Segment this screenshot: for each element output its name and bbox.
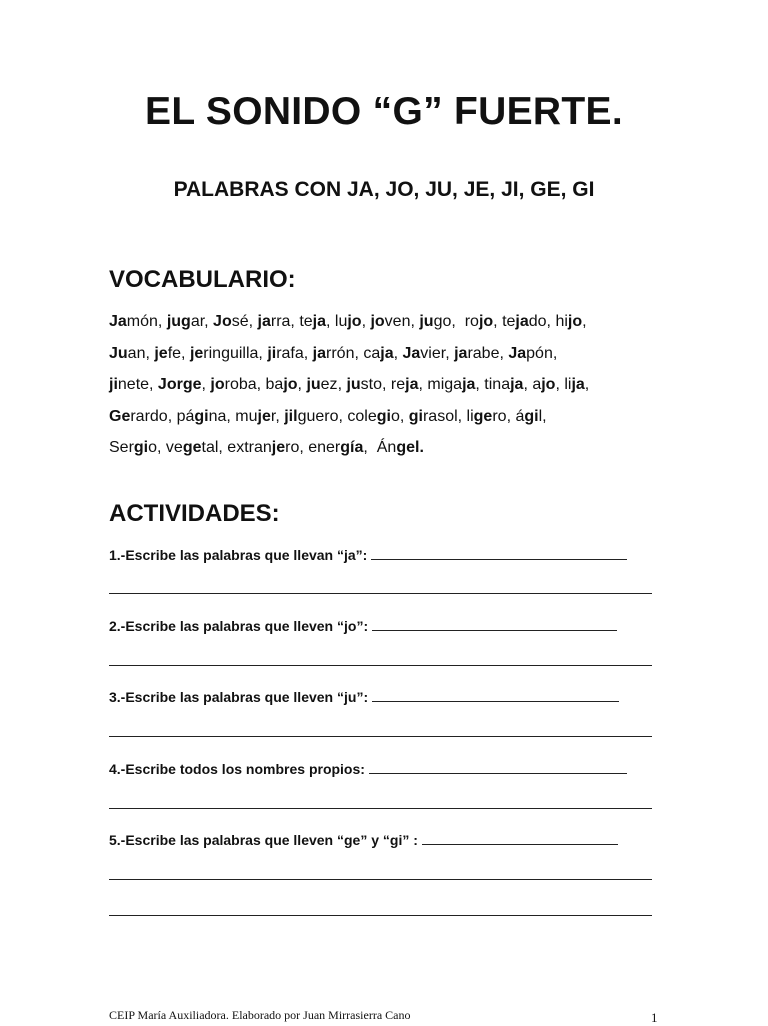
highlighted-syllable: ja [510,376,524,393]
highlighted-syllable: Jorge [157,376,202,393]
vocabulary-word [391,376,419,393]
vocabulary-word [370,313,410,330]
highlighted-syllable: ja [257,313,271,330]
word-separator: , [445,344,455,362]
word-separator: , [546,313,556,330]
word-fragment: sé [231,313,249,330]
highlighted-syllable: ju [346,376,361,393]
vocabulary-word [306,376,337,393]
word-fragment: pá [176,407,195,425]
word-fragment: rasol [422,407,458,425]
word-fragment: rra [270,313,291,330]
word-fragment: á [515,407,525,425]
word-separator: , [542,407,547,425]
word-fragment: lu [334,313,348,330]
activity-4-answer-blank[interactable] [369,759,627,774]
word-fragment: tina [484,376,511,393]
word-separator: , [451,313,465,330]
word-separator: , [226,407,236,425]
word-fragment: guero [297,407,339,425]
vocabulary-word [508,345,553,362]
word-fragment: rafa [276,344,304,362]
vocabulary-word [467,408,507,425]
highlighted-syllable: ju [306,376,321,393]
word-fragment: Án [376,439,397,456]
highlighted-syllable: ja [405,376,419,393]
word-separator: , [399,407,409,425]
vocabulary-word [335,313,362,330]
word-fragment: tal [201,439,219,456]
word-separator: , [337,376,347,393]
word-fragment: ener [308,439,341,456]
word-separator: , [418,376,428,393]
highlighted-syllable: Ju [109,344,128,362]
word-separator: , [303,344,313,362]
word-fragment: ba [265,376,284,393]
word-fragment: sto [360,376,383,393]
vocabulary-word [213,313,249,330]
highlighted-syllable: Ja [508,344,527,362]
highlighted-syllable: Ge [109,407,131,425]
word-fragment: l [538,407,543,425]
vocabulary-word [227,439,299,456]
word-fragment: ro [492,407,507,425]
word-separator: , [582,313,587,330]
word-fragment: go [433,313,452,330]
page-number: 1 [651,1010,658,1025]
activity-1-label: 1.-Escribe las palabras que llevan “ja”: [109,547,368,563]
highlighted-syllable: gía [340,439,364,456]
vocabulary-word [267,345,303,362]
word-separator: , [363,439,377,456]
activity-3-label: 3.-Escribe las palabras que lleven “ju”: [109,689,369,705]
vocabulary-word [299,313,326,330]
activity-1-answer-line[interactable] [109,593,652,594]
word-separator: , [457,407,467,425]
vocabulary-word [167,313,204,330]
highlighted-syllable: ja [462,376,476,393]
highlighted-syllable: jo [210,376,225,393]
highlighted-syllable: ja [312,344,327,362]
vocabulary-line [109,338,669,370]
word-fragment: rabe [467,344,500,362]
word-fragment: a [532,376,542,393]
word-fragment: te [299,313,313,330]
highlighted-syllable: . [419,439,424,456]
vocabulary-word [235,408,275,425]
vocabulary-word [284,408,338,425]
activity-2-label: 2.-Escribe las palabras que lleven “jo”: [109,618,369,634]
word-separator: , [157,313,167,330]
word-separator: , [290,313,300,330]
highlighted-syllable: ji [109,376,118,393]
page-title: EL SONIDO “G” FUERTE. [145,90,623,133]
highlighted-syllable: ja [454,344,468,362]
highlighted-syllable: gel [396,439,420,456]
word-separator: , [145,344,155,362]
vocabulary-word [403,345,446,362]
vocabulary-word [564,376,584,393]
highlighted-syllable: jo [567,313,583,330]
word-separator: , [552,344,558,362]
vocabulary-word [347,408,399,425]
vocabulary-word [419,313,451,330]
activity-2 [109,616,669,634]
highlighted-syllable: jo [478,313,494,330]
vocabulary-word [109,408,168,425]
word-fragment: ro [464,313,479,330]
word-separator: , [149,376,158,393]
vocabulary-line [109,401,669,433]
activity-4-answer-line[interactable] [109,808,652,809]
vocabulary-word [266,376,298,393]
word-fragment: cole [347,407,377,425]
word-fragment: li [466,407,474,425]
word-separator: , [475,376,485,393]
word-separator: , [201,376,211,393]
word-separator: , [256,376,266,393]
page-subtitle: PALABRAS CON JA, JO, JU, JE, JI, GE, GI [173,178,595,201]
activity-3-answer-blank[interactable] [372,687,619,702]
word-fragment: roba [224,376,257,393]
word-fragment: nete [117,376,150,393]
word-separator: , [393,344,403,362]
activity-5 [109,830,669,848]
activity-3 [109,687,669,705]
word-fragment: hi [555,313,568,330]
word-separator: , [338,407,348,425]
word-fragment: ven [384,313,411,330]
word-separator: , [157,439,166,456]
word-fragment: miga [427,376,463,393]
word-fragment: an [127,344,146,362]
vocabulary-line [109,432,669,464]
word-separator: , [218,439,228,456]
highlighted-syllable: ja [571,376,585,393]
vocabulary-word [502,313,546,330]
highlighted-syllable: ji [267,344,277,362]
vocabulary-word [177,408,227,425]
highlighted-syllable: jo [541,376,556,393]
vocabulary-heading: VOCABULARIO: [109,266,296,293]
word-separator: , [493,313,503,330]
highlighted-syllable: Ja [109,313,127,330]
word-fragment: li [564,376,572,393]
word-fragment: te [502,313,516,330]
highlighted-syllable: ge [182,439,202,456]
word-fragment: món [126,313,158,330]
word-separator: , [555,376,565,393]
vocabulary-word [258,313,291,330]
word-separator: , [326,313,335,330]
vocabulary-word [532,376,555,393]
highlighted-syllable: jo [370,313,385,330]
vocabulary-word [190,345,258,362]
highlighted-syllable: jug [166,313,191,330]
highlighted-syllable: je [154,344,168,362]
word-fragment: rardo [130,407,168,425]
word-fragment: ro [285,439,300,456]
vocabulary-word [484,376,523,393]
vocabulary-line [109,369,669,401]
vocabulary-word [308,439,363,456]
word-fragment: o [390,407,400,425]
word-separator: , [167,407,177,425]
vocabulary-word [210,376,256,393]
vocabulary-line [109,306,669,338]
word-fragment: rrón [326,344,355,362]
highlighted-syllable: jil [284,407,298,425]
word-separator: , [354,344,364,362]
highlighted-syllable: jo [283,376,298,393]
word-separator: , [181,344,190,362]
activity-1 [109,545,669,563]
highlighted-syllable: gi [408,407,423,425]
highlighted-syllable: je [257,407,271,425]
vocabulary-word [427,376,475,393]
activity-2-answer-blank[interactable] [372,616,617,631]
activity-5-label: 5.-Escribe las palabras que lleven “ge” y “gi” : [109,832,418,848]
word-fragment: extran [227,439,272,456]
word-fragment: ar [190,313,205,330]
vocabulary-word [313,345,355,362]
vocabulary-word [109,313,158,330]
activity-4-label: 4.-Escribe todos los nombres propios: [109,761,365,777]
highlighted-syllable: gi [133,439,149,456]
highlighted-syllable: jo [347,313,362,330]
word-separator: , [506,407,516,425]
word-fragment: mu [235,407,258,425]
vocabulary-word [465,313,493,330]
vocabulary-word [454,345,499,362]
highlighted-syllable: gi [376,407,391,425]
highlighted-syllable: gi [524,407,539,425]
word-separator: , [584,376,590,393]
word-fragment: re [390,376,406,393]
footer-credit: CEIP María Auxiliadora. Elaborado por Juan Mirrasierra Cano [109,1008,411,1022]
word-separator: , [275,407,285,425]
highlighted-syllable: ju [419,313,434,330]
activity-5-answer-line-2[interactable] [109,915,652,916]
word-fragment: ez [320,376,338,393]
vocabulary-word [109,345,145,362]
activity-2-answer-line[interactable] [109,665,652,666]
vocabulary-word [154,345,181,362]
vocabulary-word [419,439,423,456]
word-separator: , [410,313,420,330]
word-fragment: na [208,407,227,425]
word-fragment: ve [165,439,183,456]
word-fragment: Ser [109,439,134,456]
activity-3-answer-line[interactable] [109,736,652,737]
highlighted-syllable: ja [312,313,326,330]
word-fragment: pón [526,344,553,362]
vocabulary-word [166,439,218,456]
word-fragment: do [528,313,547,330]
highlighted-syllable: Ja [402,344,421,362]
word-fragment: o [148,439,158,456]
vocabulary-list [109,306,669,464]
vocabulary-word [515,408,542,425]
word-fragment: r [270,407,276,425]
vocabulary-word [363,345,393,362]
word-separator: , [361,313,371,330]
vocabulary-word [409,408,458,425]
vocabulary-word [377,439,420,456]
activities-heading: ACTIVIDADES: [109,500,280,527]
activity-5-answer-blank[interactable] [422,830,618,845]
word-fragment: ringuilla [203,344,259,362]
highlighted-syllable: ge [473,407,493,425]
vocabulary-word [555,313,582,330]
word-separator: , [299,439,309,456]
word-fragment: vier [420,344,446,362]
highlighted-syllable: Jo [213,313,232,330]
vocabulary-word [109,439,157,456]
word-separator: , [382,376,391,393]
word-separator: , [523,376,533,393]
word-separator: , [258,344,268,362]
word-separator: , [499,344,509,362]
highlighted-syllable: je [189,344,204,362]
highlighted-syllable: gi [194,407,209,425]
vocabulary-word [109,376,149,393]
word-fragment: ca [363,344,381,362]
highlighted-syllable: je [271,439,286,456]
highlighted-syllable: ja [515,313,529,330]
activity-4 [109,759,669,777]
word-fragment: fe [167,344,182,362]
vocabulary-word [158,376,202,393]
word-separator: , [248,313,258,330]
activity-1-answer-blank[interactable] [371,545,627,560]
vocabulary-word [346,376,382,393]
word-separator: , [297,376,307,393]
activity-5-answer-line-1[interactable] [109,879,652,880]
word-separator: , [204,313,214,330]
highlighted-syllable: ja [380,344,394,362]
